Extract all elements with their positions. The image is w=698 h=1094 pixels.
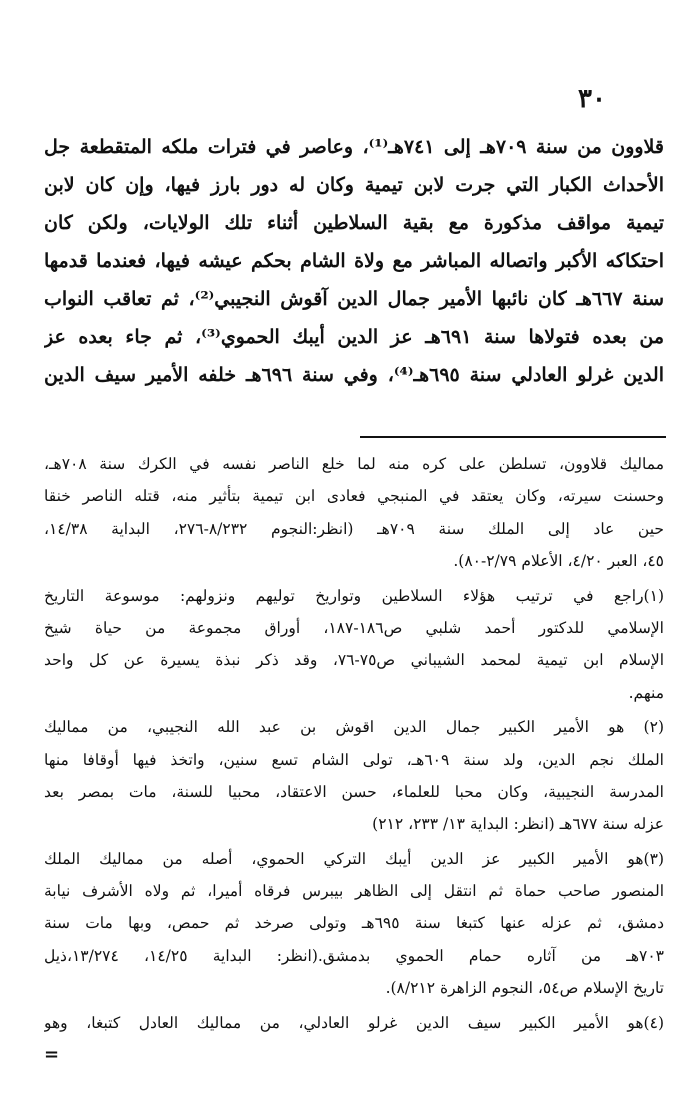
footnote-line: المدرسة النجيبية، وكان محبا للعلماء، حسن الاعتقاد، محبيا للسنة، مات بمصر بعد — [44, 782, 664, 801]
footnote-line: مماليك قلاوون، تسلطن على كره منه لما خلع الناصر نفسه في الكرك سنة ٧٠٨هـ، — [44, 455, 664, 473]
footnote-line: منهم. — [628, 683, 664, 702]
footnote-line: (٣)هو الأمير الكبير عز الدين أيبك التركي الحموي، أصله من مماليك الملك — [44, 849, 664, 868]
footnote-line: (٢) هو الأمير الكبير جمال الدين اقوش بن عبد الله النجيبي، من مماليك — [44, 718, 664, 737]
body-line: من بعده فتولاها سنة ٦٩١هـ عز الدين أيبك الحموي⁽³⁾، ثم جاء بعده عز — [44, 326, 664, 348]
footnote-line: (١)راجع في ترتيب هؤلاء السلاطين وتواريخ توليهم ونزولهم: موسوعة التاريخ — [44, 586, 664, 605]
footnote-line: ٤٥، العبر ٤/٢٠، الأعلام ٢/٧٩-٨٠). — [453, 552, 664, 571]
footnote-line: حين عاد إلى الملك سنة ٧٠٩هـ (انظر:النجوم ٨/٢٣٢-٢٧٦، البداية ١٤/٣٨، — [44, 519, 664, 538]
main-body-text — [44, 128, 664, 394]
footnote-line: (٤)هو الأمير الكبير سيف الدين غرلو العادلي، من مماليك العادل كتبغا، وهو — [44, 1013, 664, 1032]
continuation-mark: = — [44, 1044, 60, 1065]
footnote-line: تاريخ الإسلام ص٥٤، النجوم الزاهرة ٨/٢١٢). — [385, 979, 664, 998]
footnote-line: عزله سنة ٦٧٧هـ (انظر: البداية ١٣/ ٢٣٣، ٢١٢) — [372, 815, 664, 834]
footnote-1 — [44, 580, 664, 710]
footnote-3 — [44, 843, 664, 1005]
body-line: تيمية مواقف مذكورة مع بقية السلاطين أثناء تلك الولايات، ولكن كان — [44, 212, 664, 234]
footnote-line: الملك نجم الدين، ولد سنة ٦٠٩هـ، تولى الشام تسع سنين، واتخذ فيها أوقافا منها — [44, 750, 664, 769]
body-line: قلاوون من سنة ٧٠٩هـ إلى ٧٤١هـ⁽¹⁾، وعاصر في فترات ملكه المتقطعة جل — [44, 136, 664, 158]
footnote-line: الإسلامي للدكتور أحمد شلبي ص١٨٦-١٨٧، أوراق مجموعة من حياة شيخ — [44, 618, 664, 637]
footnote-line: المنصور صاحب حماة ثم انتقل إلى الظاهر بيبرس فرقاه أميرا، ثم ولاه الأشرف نيابة — [44, 882, 664, 901]
footnote-line: الإسلام ابن تيمية لمحمد الشيباني ص٧٥-٧٦، وقد ذكر نبذة يسيرة عن كل واحد — [44, 651, 664, 670]
footnote-divider — [360, 436, 666, 438]
footnote-line: دمشق، ثم عزله عنها كتبغا سنة ٦٩٥هـ وتولى صرخد ثم حمص، وبها مات سنة — [44, 914, 664, 933]
body-line: الأحداث الكبار التي جرت لابن تيمية وكان له دور بارز فيها، وإن كان لابن — [44, 174, 664, 196]
footnote-line: وحسنت سيرته، وكان يعتقد في المنبجي فعادى ابن تيمية بتأثير منه، قتله الناصر خنقا — [44, 487, 664, 506]
footnotes-section — [44, 448, 664, 1041]
footnote-carryover — [44, 448, 664, 578]
footnote-line: ٧٠٣هـ من آثاره حمام الحموي بدمشق.(انظر: البداية ١٤/٢٥، ١٣/٢٧٤،ذيل — [44, 946, 664, 965]
body-line: الدين غرلو العادلي سنة ٦٩٥هـ⁽⁴⁾، وفي سنة ٦٩٦هـ خلفه الأمير سيف الدين — [44, 364, 664, 386]
body-line: احتكاكه الأكبر واتصاله المباشر مع ولاة الشام بحكم عيشه فيها، فعندما قدمها — [44, 250, 664, 272]
page-number: ٣٠ — [578, 84, 606, 114]
footnote-4 — [44, 1007, 664, 1039]
footnote-2 — [44, 711, 664, 841]
body-line: سنة ٦٦٧هـ كان نائبها الأمير جمال الدين آقوش النجيبي⁽²⁾، ثم تعاقب النواب — [44, 288, 664, 310]
